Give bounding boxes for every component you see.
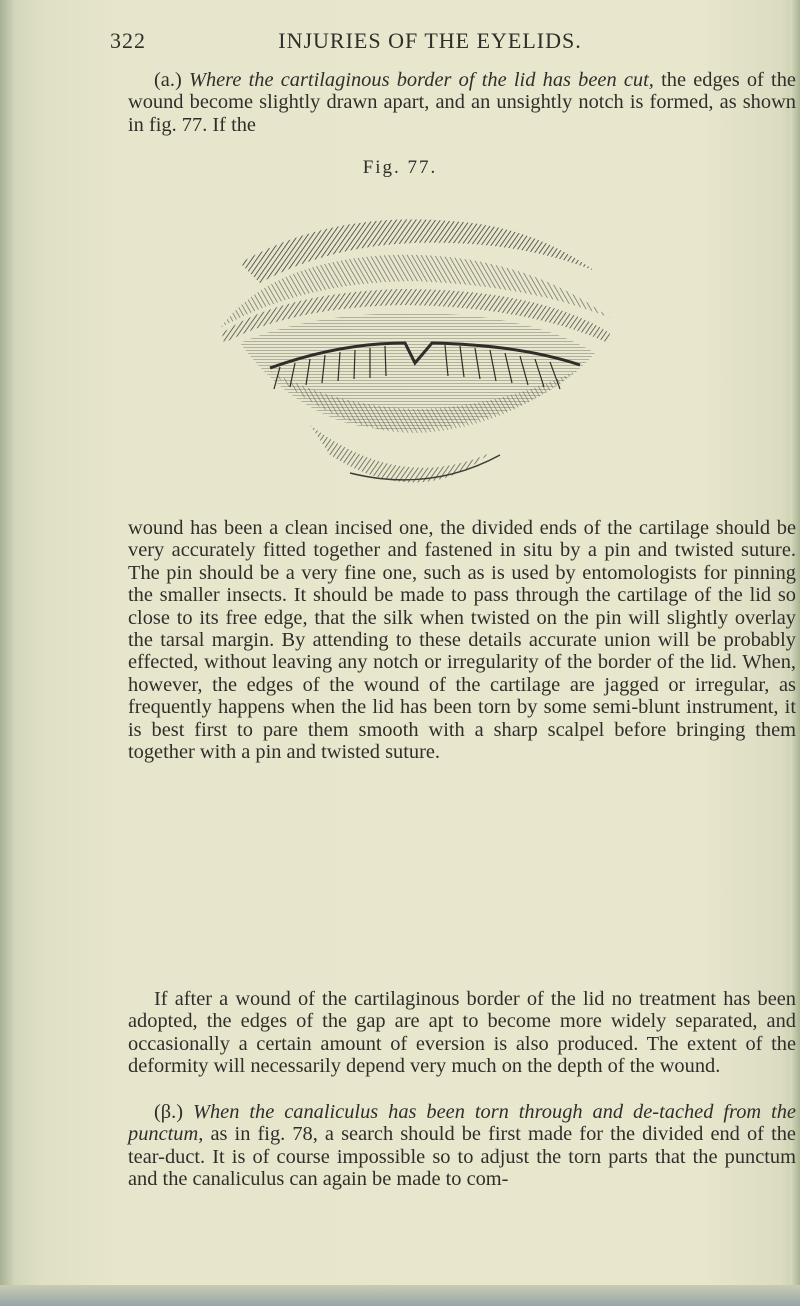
paragraph-b-label: (β.): [154, 1101, 184, 1123]
paragraph-b-heading: When the canaliculus has been torn through and de-tached from the punctum,: [128, 1101, 796, 1146]
page-header: [100, 28, 760, 58]
paragraph-2-text: If after a wound of the cartilaginous border of the lid no treatment has been adopted, the edges of the gap are apt to become more widely separated, and occasionally a certain amount of eversion is also produced. The extent of the deformity will necessarily depend very much on the depth of the wound.: [128, 988, 796, 1078]
eyelid-figure: [200, 193, 620, 513]
page-number: 322: [110, 28, 146, 53]
eyelid-illustration: [200, 193, 620, 513]
paragraph-b: [128, 1101, 796, 1191]
page-bottom-edge: [0, 1285, 800, 1306]
running-title: INJURIES OF THE EYELIDS.: [278, 28, 582, 53]
paragraph-2: [128, 988, 796, 1078]
paragraph-a: [128, 69, 796, 136]
paragraph-a-heading: Where the cartilaginous border of the lid has been cut,: [188, 69, 654, 91]
paragraph-a-label: (a.): [154, 69, 182, 91]
paragraph-b-text: as in fig. 78, a search should be first made for the divided end of the tear-duct. It is of course impossible so to adjust the torn parts that the punctum and the canaliculus can again be made to com-: [128, 1123, 796, 1191]
paragraph-continued-text: wound has been a clean incised one, the divided ends of the cartilage should be very accurately fitted together and fastened in situ by a pin and twisted suture. The pin should be a very fine one, such as is used by entomologists for pinning the smaller insects. It should be made to pass through the cartilage of the lid so close to its free edge, that the silk when twisted on the pin will slightly overlay the tarsal margin. By attending to these details accurate union will be probably effected, without leaving any notch or irregularity of the border of the lid. When, however, the edges of the wound of the cartilage are jagged or irregular, as frequently happens when the lid has been torn by some semi-blunt instrument, it is best first to pare them smooth with a sharp scalpel before bringing them together with a pin and twisted suture.: [128, 517, 796, 764]
lower-lid: [310, 425, 490, 483]
page-edge-left: [0, 0, 14, 1306]
paragraph-a-text: the edges of the wound become slightly drawn apart, and an unsightly notch is formed, as shown in fig. 77. If the: [128, 69, 796, 136]
figure-caption: Fig. 77.: [362, 157, 438, 178]
paragraph-continued: [128, 517, 796, 763]
